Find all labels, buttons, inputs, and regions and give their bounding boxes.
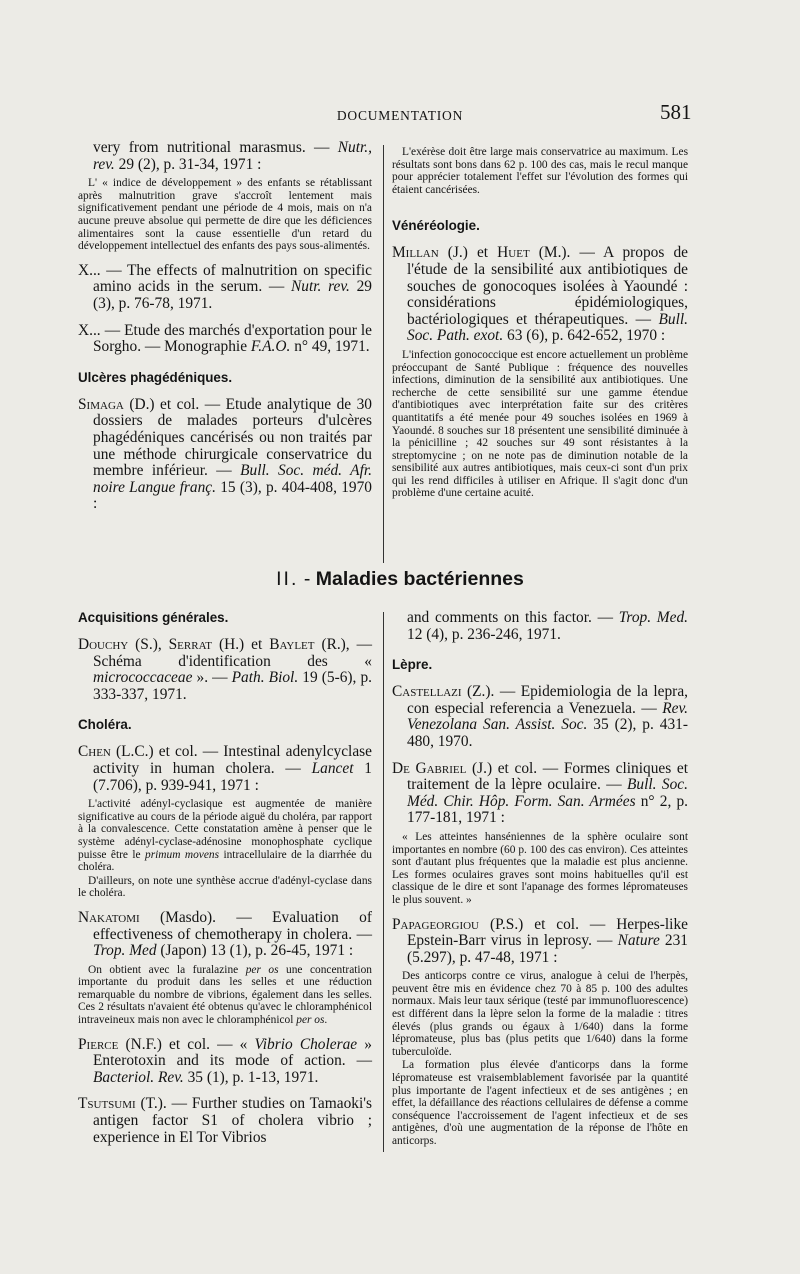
bibliography-entry (392, 917, 688, 1148)
section-number: II. (276, 568, 299, 590)
bibliography-entry (78, 637, 372, 703)
section-title: Maladies bactériennes (315, 568, 524, 590)
citation: Tsutsumi (T.). — Further studies on Tamaoki's antigen factor S1 of cholera vibrio ; experience in El Tor Vibrios (78, 1095, 372, 1146)
citation: Pierce (N.F.) et col. — « Vibrio Cholerae » Enterotoxin and its mode of action. — Bacteriol. Rev. 35 (1), p. 1-13, 1971. (78, 1035, 372, 1086)
page-number: 581 (660, 100, 692, 124)
abstract: L'activité adényl-cyclasique est augmentée de manière significative au cours de la période aiguë du choléra, par rapport à la convalescence. Cette constatation amène à penser que le système adényl-cyclase-adénosine monophosphate cyclique puisse être le primum movens intracellulaire de la diarrhée du choléra. (78, 798, 373, 874)
running-title: DOCUMENTATION (336, 108, 464, 123)
bibliography-entry (78, 397, 372, 513)
bibliography-entry (78, 1096, 372, 1146)
bibliography-entry (392, 610, 688, 643)
abstract: D'ailleurs, on note une synthèse accrue d'adényl-cyclase dans le choléra. (78, 874, 372, 900)
abstract: L'exérèse doit être large mais conservatrice au maximum. Les résultats sont bons dans 62 p. 100 des cas, mais le recul manque pour apprécier totalement l'effet sur l'évolution des formes qui étaient cancérisées. (392, 146, 688, 196)
column-top-right (392, 140, 688, 510)
citation: Simaga (D.) et col. — Etude analytique de 30 dossiers de malades porteurs d'ulcères phagédéniques cancérisés ou non traités par une méthode chirurgicale conservatrice du membre inférieur. — Bull. Soc. méd. Afr. noire Langue franç. 15 (3), p. 404-408, 1970 : (78, 395, 372, 513)
column-divider-bottom (383, 612, 384, 1152)
citation: De Gabriel (J.) et col. — Formes cliniques et traitement de la lèpre oculaire. — Bull. Soc. Méd. Chir. Hôp. Form. San. Armées n° 2, p. 177-181, 1971 : (392, 759, 689, 827)
bibliography-entry (392, 761, 688, 907)
subsection-heading: Vénéréologie. (392, 218, 480, 234)
author-name: Millan (392, 244, 439, 262)
bibliography-entry (392, 245, 688, 500)
author-name: Huet (497, 244, 530, 262)
citation: X... — Etude des marchés d'exportation pour le Sorgho. — Monographie F.A.O. n° 49, 1971. (78, 321, 372, 356)
bibliography-entry (78, 140, 372, 253)
citation: X... — The effects of malnutrition on specific amino acids in the serum. — Nutr. rev. 29 (3), p. 76-78, 1971. (78, 261, 372, 312)
abstract: Des anticorps contre ce virus, analogue à celui de l'herpès, peuvent être mis en évidence chez 70 à 85 p. 100 des adultes normaux. Mais leur taux sérique (testé par immunofluorescence) est différent dans la lèpre selon la forme de la maladie : titres élevés (plus grands ou égaux à 1/640) dans la forme lépromateuse, plus bas (plus petits que 1/640) dans la forme tuberculoïde. (392, 970, 688, 1058)
bibliography-entry (78, 910, 372, 1027)
citation: Millan (J.) et Huet (M.). — A propos de l'étude de la sensibilité aux antibiotiques de souches de gonocoques isolées à Yaoundé : considérations épidémiologiques, bactériologiques et thérapeutiques. — Bull. Soc. Path. exot. 63 (6), p. 642-652, 1970 : (392, 244, 688, 345)
bibliography-entry (78, 323, 372, 356)
column-top-left (78, 140, 372, 523)
abstract: L' « indice de développement » des enfants se rétablissant après malnutrition grave s'accroît lentement mais significativement pendant une période de 4 mois, mais on n'a aucune preuve absolue qui permette de dire que les déficiences alimentaires sont la cause essentielle d'un retard du développement intellectuel des enfants des pays sous-alimentés. (78, 177, 372, 253)
citation: and comments on this factor. — Trop. Med. 12 (4), p. 236-246, 1971. (407, 609, 688, 643)
author-name: Simaga (78, 395, 124, 413)
section-heading: II. - Maladies bactériennes (276, 568, 524, 590)
column-bottom-left (78, 610, 372, 1156)
bibliography-entry (78, 263, 372, 313)
abstract: On obtient avec la furalazine per os une concentration importante du produit dans les selles et une réduction remarquable du nombre de vibrions, également dans les selles. Ces 2 résultats n'avaient été obtenus qu'avec le chloramphénicol intraveineux mais non avec le chloramphénicol per os. (78, 963, 372, 1027)
column-bottom-right (392, 610, 688, 1158)
subsection-heading: Choléra. (78, 717, 132, 733)
citation: very from nutritional marasmus. — Nutr., rev. 29 (2), p. 31-34, 1971 : (93, 139, 372, 173)
subsection-heading: Ulcères phagédéniques. (78, 369, 233, 385)
abstract: L'infection gonococcique est encore actuellement un problème préoccupant de Santé Publique : fréquence des nouvelles infections, diminution de la sensibilité aux antibiotiques. Une recherche de cette sensibilité sur une gamme étendue d'antibiotiques avec interprétation faite sur des critères quantitatifs a été menée pour 49 souches isolées en 1969 à Yaoundé. 8 souches sur 18 présentent une sensibilité diminuée à la pénicilline ; 42 souches sur 49 sont résistantes à la streptomycine ; on ne note pas de diminution notable de la sensibilité aux autres antibiotiques, mais ceux-ci sont d'un prix qui les rend difficiles à utiliser en Afrique. Il s'agit donc d'un problème d'une certaine acuité. (392, 348, 688, 500)
abstract: « Les atteintes hanséniennes de la sphère oculaire sont importantes en nombre (60 p. 100 des cas environ). Ces atteintes sont d'autant plus fréquentes que la maladie est plus ancienne. Les formes oculaires graves sont moins habituelles qu'il est classique de le dire et sont l'apanage des formes lépromateuses le plus souvent. » (392, 830, 688, 906)
citation: Douchy (S.), Serrat (H.) et Baylet (R.), — Schéma d'identification des « micrococcaceae ». — Path. Biol. 19 (5-6), p. 333-337, 1971. (78, 636, 373, 703)
bibliography-entry (392, 684, 688, 750)
citation: Castellazi (Z.). — Epidemiologia de la lepra, con especial referencia a Venezuela. — Rev. Venezolana San. Assist. Soc. 35 (2), p. 431-480, 1970. (392, 683, 688, 750)
citation: Chen (L.C.) et col. — Intestinal adenylcyclase activity in human cholera. — Lancet 1 (7.706), p. 939-941, 1971 : (78, 743, 373, 794)
column-divider-top (383, 145, 384, 563)
citation: Nakatomi (Masdo). — Evaluation of effectiveness of chemotherapy in cholera. — Trop. Med (Japon) 13 (1), p. 26-45, 1971 : (78, 908, 372, 960)
abstract: La formation plus élevée d'anticorps dans la forme lépromateuse est vraisemblablement favorisée par la quantité plus importante de l'agent infectieux et de ses antigènes ; en effet, la défaillance des réactions cellulaires de défense a comme conséquence l'accroissement de l'agent infectieux et de ses antigènes, d'où une augmentation de la réponse de l'hôte en anticorps. (392, 1059, 688, 1147)
bibliography-entry (78, 1037, 372, 1087)
subsection-heading: Acquisitions générales. (78, 610, 229, 625)
subsection-heading: Lèpre. (392, 657, 433, 673)
bibliography-entry (78, 744, 372, 900)
citation: Papageorgiou (P.S.) et col. — Herpes-like Epstein-Barr virus in leprosy. — Nature 231 (5.297), p. 47-48, 1971 : (392, 915, 688, 966)
